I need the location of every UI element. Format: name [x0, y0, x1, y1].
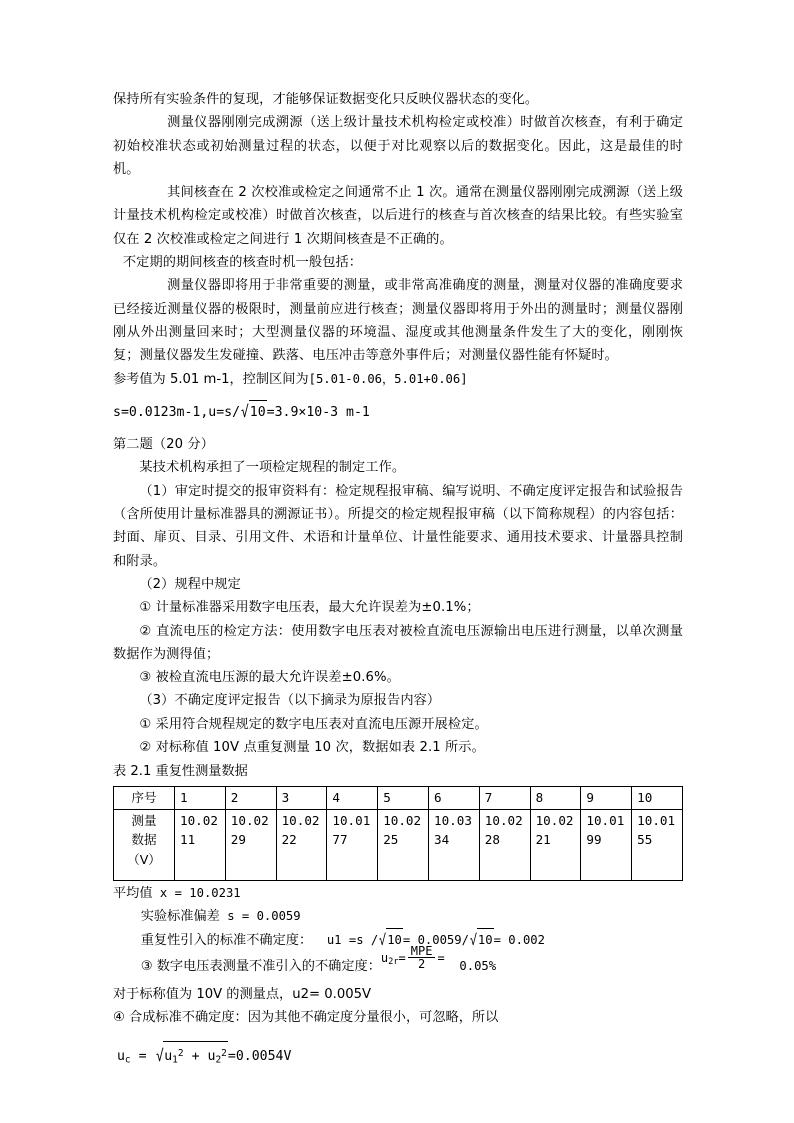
paragraph-5: 测量仪器即将用于非常重要的测量，或非常高准确度的测量，测量对仪器的准确度要求已经接近测量仪器的极限时，测量前应进行核查；测量仪器即将用于外出的测量时；测量仪器刚刚从外出测量回来时；大型测量仪器的环境温、湿度或其他测量条件发生了大的变化，刚刚恢复；测量仪器发生发碰撞、跌落、电压冲击等意外事件后；对测量仪器性能有怀疑时。 [113, 278, 683, 364]
mean-variable: x [159, 885, 168, 900]
uc-lead-line: ④ 合成标准不确定度：因为其他不确定度分量很小，可忽略，所以 [113, 1009, 499, 1025]
sqrt-radicand: 10 [386, 928, 403, 952]
sqrt-radicand: 10 [477, 928, 494, 952]
paragraph-3: 其间核查在 2 次校准或检定之间通常不止 1 次。通常在测量仪器刚刚完成溯源（送上级计量技术机构检定或校准）时做首次核查，以后进行的核查与首次核查的结果比较。有些实验室仅在 2 次校准或检定之间进行 1 次期间核查是不正确的。 [113, 185, 683, 247]
mean-label: 平均值 [113, 885, 153, 901]
mean-value: 10.0231 [189, 885, 241, 900]
table-cell-index-2: 2 [225, 786, 276, 809]
uc-term2: u [207, 1049, 216, 1065]
u2r-equals-2: = [437, 950, 445, 965]
question2-intro: 某技术机构承担了一项检定规程的制定工作。 [139, 460, 406, 476]
uc-term1: u [164, 1049, 173, 1065]
u2r-symbol: u [380, 950, 389, 965]
u2r-symbol-subscript: 2r [388, 956, 399, 967]
mpe-over-2-fraction [408, 945, 436, 971]
table-cell-index-6: 6 [428, 786, 479, 809]
table-cell-value-2: 10.0229 [225, 809, 276, 880]
table-cell-index-9: 9 [581, 786, 632, 809]
u2-note-line: 对于标称值为 10V 的测量点，u2= 0.005V [113, 986, 372, 1002]
table-cell-index-10: 10 [632, 786, 683, 809]
table-row-label-line-3: （V） [127, 851, 161, 867]
reference-value-line [113, 368, 683, 391]
uc-formula-line [113, 1041, 683, 1072]
table-cell-value-7: 10.0228 [479, 809, 530, 880]
radical-symbol: √ [469, 931, 478, 950]
table-cell-index-7: 7 [479, 786, 530, 809]
u2r-expression [381, 945, 445, 975]
uc-term1-subscript: 1 [172, 1054, 178, 1066]
uc-plus: + [191, 1049, 200, 1065]
reference-value-interval: [5.01-0.06，5.01+0.06] [308, 371, 468, 386]
u1-expression-b: 0.0059/ [417, 933, 469, 948]
table-cell-value-4: 10.0177 [327, 809, 378, 880]
sd-label: 实验标准偏差 [140, 908, 220, 924]
table-cell-index-4: 4 [327, 786, 378, 809]
question2-item2-b: ② 直流电压的检定方法：使用数字电压表对被检直流电压源输出电压进行测量，以单次测量数据作为测得值； [113, 623, 683, 662]
uc-symbol: u [116, 1049, 125, 1065]
radical-symbol: √ [155, 1046, 164, 1066]
fraction-numerator: MPE [410, 943, 433, 958]
u2r-equals: = [398, 950, 406, 965]
question2-item3-a: ① 采用符合规程规定的数字电压表对直流电压源开展检定。 [139, 716, 488, 732]
question2-item2-c: ③ 被检直流电压源的最大允许误差±0.6%。 [139, 670, 400, 686]
standard-deviation-line [113, 905, 683, 928]
table-cell-value-5: 10.0225 [378, 809, 429, 880]
uc-symbol-subscript: c [124, 1054, 131, 1066]
formula-standard-deviation [113, 400, 683, 424]
u2r-line [113, 943, 683, 983]
question2-title: 第二题（20 分） [113, 437, 214, 453]
table-cell-index-8: 8 [530, 786, 581, 809]
table-row-label-line-2: 数据 [131, 832, 157, 848]
uc-term2-subscript: 2 [215, 1054, 222, 1066]
u1-equals-b: = [493, 933, 501, 948]
uc-term1-superscript: 2 [177, 1048, 184, 1060]
question2-item3-b: ② 对标称值 10V 点重复测量 10 次，数据如表 2.1 所示。 [139, 740, 485, 756]
sd-value: 0.0059 [256, 908, 301, 923]
sqrt-radicand: 10 [249, 400, 267, 424]
table-row-label-line-1: 测量 [131, 812, 157, 828]
question2-item3-title: （3）不确定度评定报告（以下摘录为原报告内容） [139, 693, 441, 709]
repeatability-data-table [113, 786, 683, 881]
table-row-label-data [114, 809, 175, 880]
table-cell-value-1: 10.0211 [175, 809, 226, 880]
table-row-values [114, 809, 683, 880]
u1-label: 重复性引入的标准不确定度： [140, 933, 313, 949]
question2-item2-a: ① 计量标准器采用数字电压表，最大允许误差为±0.1%； [139, 600, 480, 616]
uc-term2-superscript: 2 [221, 1048, 227, 1060]
reference-value-prefix: 参考值为 5.01 m-1，控制区间为 [113, 371, 309, 387]
table-cell-index-5: 5 [378, 786, 429, 809]
sqrt-10-c [469, 928, 494, 952]
sqrt-10-a [240, 400, 267, 424]
u1-value: 0.002 [508, 933, 545, 948]
sd-variable: s [227, 908, 235, 923]
paragraph-4: 不定期的期间核查的核查时机一般包括： [122, 255, 363, 271]
table-row-header [114, 786, 683, 809]
u2r-label: ③ 数字电压表测量不准引入的不确定度： [140, 958, 381, 974]
sd-equals: = [241, 908, 250, 923]
table-row-label-index: 序号 [114, 786, 175, 809]
question2-item2-title: （2）规程中规定 [139, 576, 241, 592]
formula-s-lead: s=0.0123m-1,u=s/ [113, 404, 241, 420]
uc-equals: = [138, 1049, 147, 1065]
radical-symbol: √ [241, 401, 249, 421]
table-cell-value-3: 10.0222 [276, 809, 327, 880]
formula-s-tail: =3.9×10-3 m-1 [266, 404, 370, 420]
mean-equals: = [174, 885, 182, 900]
document-body [113, 88, 683, 1072]
radical-symbol: √ [379, 931, 387, 950]
table-cell-index-1: 1 [175, 786, 226, 809]
table-cell-value-10: 10.0155 [632, 809, 683, 880]
sqrt-sum-of-squares [155, 1041, 228, 1072]
table-caption: 表 2.1 重复性测量数据 [113, 764, 248, 780]
table-cell-value-9: 10.0199 [581, 809, 632, 880]
table-cell-value-8: 10.0221 [530, 809, 581, 880]
question2-item1: （1）审定时提交的报审资料有：检定规程报审稿、编写说明、不确定度评定报告和试验报告（含所使用计量标准器具的溯源证书）。所提交的检定规程报审稿（以下简称规程）的内容包括：封面、扉页、目录、引用文件、术语和计量单位、计量性能要求、通用技术要求、计量器具控制和附录。 [113, 483, 683, 569]
paragraph-2: 测量仪器刚刚完成溯源（送上级计量技术机构检定或校准）时做首次核查，有利于确定初始校准状态或初始测量过程的状态，以便于对比观察以后的数据变化。因此，这是最佳的时机。 [113, 115, 683, 177]
u1-equals-a: = [402, 933, 411, 948]
sqrt-radicand-expression [163, 1041, 228, 1072]
u2r-value: 0.05% [459, 958, 497, 973]
table-cell-value-6: 10.0334 [428, 809, 479, 880]
mean-line [113, 882, 683, 905]
u1-expression-a: u1 =s / [326, 933, 379, 948]
paragraph-1: 保持所有实验条件的复现，才能够保证数据变化只反映仪器状态的变化。 [113, 92, 539, 107]
uc-result: =0.0054V [227, 1049, 292, 1065]
fraction-denominator: 2 [408, 957, 436, 971]
table-cell-index-3: 3 [276, 786, 327, 809]
